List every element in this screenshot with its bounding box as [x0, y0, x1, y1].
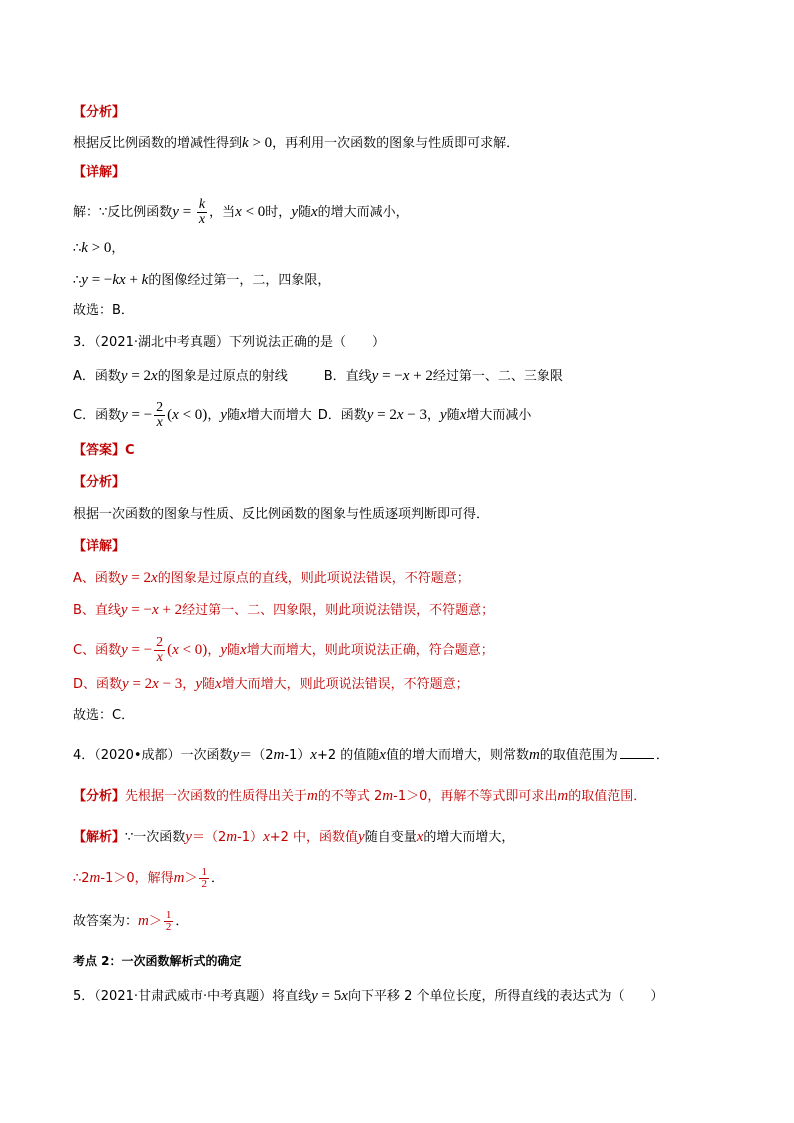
detail-option-d: D、函数y = 2x − 3，y随x增大而增大，则此项说法错误，不符题意；	[73, 676, 469, 692]
detail-conclusion-2: 故选：C．	[73, 708, 135, 723]
question-5: 5．（2021·甘肃武威市·中考真题）将直线y = 5x向下平移 2 个单位长度，所得直线的表达式为（ ）	[73, 988, 664, 1004]
detail-heading: 【详解】	[73, 165, 126, 180]
fraction-2-over-x: $\frac{2}{x}$	[156, 400, 164, 430]
detail-option-b: B、直线y = −x + 2经过第一、二、四象限，则此项说法错误，不符题意；	[73, 602, 495, 618]
analysis-heading-2: 【分析】	[73, 475, 126, 490]
question-3-title: 3．（2021·湖北中考真题）下列说法正确的是（ ）	[73, 335, 385, 350]
fraction-one-half-answer: $\frac{1}{2}$	[165, 909, 172, 933]
detail-option-c: C、函数y = − $\frac{2}{x}$ (x < 0)，y随x增大而增大，则此项说法正确，符合题意；	[73, 635, 494, 665]
question-3-options-cd	[73, 401, 531, 430]
detail-conclusion: 故选：B．	[73, 303, 134, 318]
detail-line-2: ∴k > 0，	[73, 240, 125, 256]
question-4-step-2: ∴2m-1＞0，解得m＞ $\frac{1}{2}$ ．	[73, 866, 224, 890]
analysis-text: 根据反比例函数的增减性得到k > 0，再利用一次函数的图象与性质即可求解．	[73, 135, 520, 151]
detail-heading-2: 【详解】	[73, 539, 126, 554]
fraction-one-half: $\frac{1}{2}$	[201, 866, 207, 890]
detail-line-3: ∴y = −kx + k的图像经过第一，二，四象限，	[73, 272, 331, 288]
analysis-heading: 【分析】	[73, 105, 126, 120]
detail-option-a: A、函数y = 2x的图象是过原点的直线，则此项说法错误，不符题意；	[73, 570, 470, 586]
question-4: 4．（2020•成都）一次函数y＝（2m-1）x+2 的值随x值的增大而增大，则常数m的取值范围为 ．	[73, 747, 669, 763]
question-4-analysis: 【分析】先根据一次函数的性质得出关于m的不等式 2m-1＞0，再解不等式即可求出m的取值范围．	[73, 788, 647, 804]
question-3-options-ab	[73, 366, 563, 387]
option-d: D．函数y = 2x − 3，y随x增大而减小	[317, 407, 532, 423]
detail-line-1: 解：∵反比例函数y = $\frac{k}{x}$ ，当x < 0时，y随x的增大而减小，	[73, 197, 409, 227]
section-heading-kaodian-2: 考点 2：一次函数解析式的确定	[73, 954, 242, 968]
analysis-text-2: 根据一次函数的图象与性质、反比例函数的图象与性质逐项判断即可得．	[73, 507, 490, 522]
fraction-k-over-x: $\frac{k}{x}$	[198, 197, 206, 227]
question-4-solution: 【解析】∵一次函数y＝（2m-1）x+2 中，函数值y随自变量x的增大而增大，	[73, 829, 515, 845]
option-b: B．直线y = −x + 2经过第一、二、三象限	[323, 368, 563, 384]
fraction-2-over-x-detail: $\frac{2}{x}$	[156, 635, 164, 665]
option-a: A．函数y = 2x的图象是过原点的射线	[73, 368, 288, 384]
answer-label: 【答案】C	[73, 443, 135, 458]
question-4-answer: 故答案为：m＞ $\frac{1}{2}$ ．	[73, 909, 189, 933]
answer-blank	[620, 746, 654, 759]
option-c: C．函数y = − $\frac{2}{x}$ (x < 0)，y随x增大而增大	[73, 400, 312, 430]
